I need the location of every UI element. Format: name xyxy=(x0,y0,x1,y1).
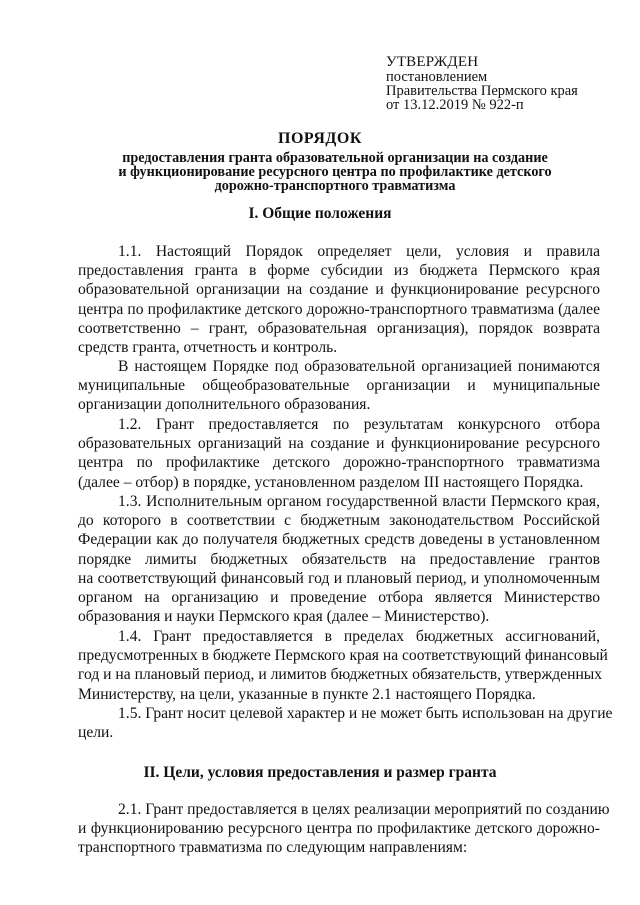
text-line: на соответствующий финансовый год и плановый период, и уполномоченным xyxy=(78,569,600,587)
text-line: муниципальные общеобразовательные организации и муниципальные xyxy=(78,377,600,395)
paragraph-1-3 xyxy=(78,492,600,626)
paragraph-1-1 xyxy=(78,242,600,357)
text-line: Федерации как до получателя бюджетных средств доведены в установленном xyxy=(78,531,600,549)
document-title: ПОРЯДОК xyxy=(278,130,362,147)
text-line: образовательной организации на создание и функционирование ресурсного xyxy=(78,281,600,299)
text-line: 1.3. Исполнительным органом государственной власти Пермского края, xyxy=(118,493,600,510)
paragraph-1-2 xyxy=(78,415,600,492)
approval-heading: УТВЕРЖДЕН xyxy=(386,54,479,70)
approval-line: постановлением xyxy=(386,69,488,85)
text-line: центра по профилактике детского дорожно-транспортного травматизма xyxy=(78,454,600,472)
text-line: образовательных организаций на создание и функционирование ресурсного xyxy=(78,435,600,453)
section-heading: II. Цели, условия предоставления и размер гранта xyxy=(143,764,497,781)
text-line: 1.5. Грант носит целевой характер и не может быть использован на другие xyxy=(118,705,613,722)
text-line: 2.1. Грант предоставляется в целях реализации мероприятий по созданию xyxy=(118,801,610,818)
text-line: центра по профилактике детского дорожно-транспортного травматизма (далее xyxy=(78,300,600,318)
paragraph-1-4 xyxy=(78,627,608,704)
paragraph-1-5 xyxy=(78,704,613,742)
text-line: Министерству, на цели, указанные в пункте 2.1 настоящего Порядка. xyxy=(78,685,536,703)
text-line: образования и науки Пермского края (далее – Министерство). xyxy=(78,608,490,626)
text-line: год и на плановый период, и лимитов бюджетных обязательств, утвержденных xyxy=(78,666,603,684)
document-subtitle xyxy=(95,151,575,193)
section-heading: I. Общие положения xyxy=(248,205,392,222)
text-line: порядке лимиты бюджетных обязательств на предоставление грантов xyxy=(78,550,600,568)
text-line: В настоящем Порядке под образовательной организацией понимаются xyxy=(118,358,600,375)
text-line: органом на организацию и проведение отбора является Министерство xyxy=(78,588,600,606)
approval-date-number: от 13.12.2019 № 922-п xyxy=(386,97,524,113)
text-line: 1.4. Грант предоставляется в пределах бюджетных ассигнований, xyxy=(118,628,600,645)
approval-stamp xyxy=(386,55,626,112)
text-line: (далее – отбор) в порядке, установленном разделом III настоящего Порядка. xyxy=(78,473,584,491)
text-line: соответственно – грант, образовательная организация), порядок возврата xyxy=(78,319,600,337)
paragraph-2-1 xyxy=(78,800,610,858)
paragraph-definition xyxy=(78,357,600,415)
text-line: и функционированию ресурсного центра по профилактике детского дорожно- xyxy=(78,820,600,838)
approval-line: Правительства Пермского края xyxy=(386,83,578,99)
text-line: до которого в соответствии с бюджетным законодательством Российской xyxy=(78,512,600,530)
subtitle-line: и функционирование ресурсного центра по профилактике детского xyxy=(118,164,552,180)
text-line: цели. xyxy=(78,724,114,742)
text-line: предусмотренных в бюджете Пермского края на соответствующий финансовый xyxy=(78,647,608,665)
text-line: предоставления гранта в форме субсидии из бюджета Пермского края xyxy=(78,262,600,280)
text-line: транспортного травматизма по следующим направлениям: xyxy=(78,839,468,857)
subtitle-line: дорожно-транспортного травматизма xyxy=(214,178,456,194)
subtitle-line: предоставления гранта образовательной организации на создание xyxy=(122,150,548,166)
text-line: средств гранта, отчетность и контроль. xyxy=(78,338,338,356)
text-line: 1.1. Настоящий Порядок определяет цели, условия и правила xyxy=(118,243,600,260)
text-line: организации дополнительного образования. xyxy=(78,396,371,414)
text-line: 1.2. Грант предоставляется по результатам конкурсного отбора xyxy=(118,416,600,433)
